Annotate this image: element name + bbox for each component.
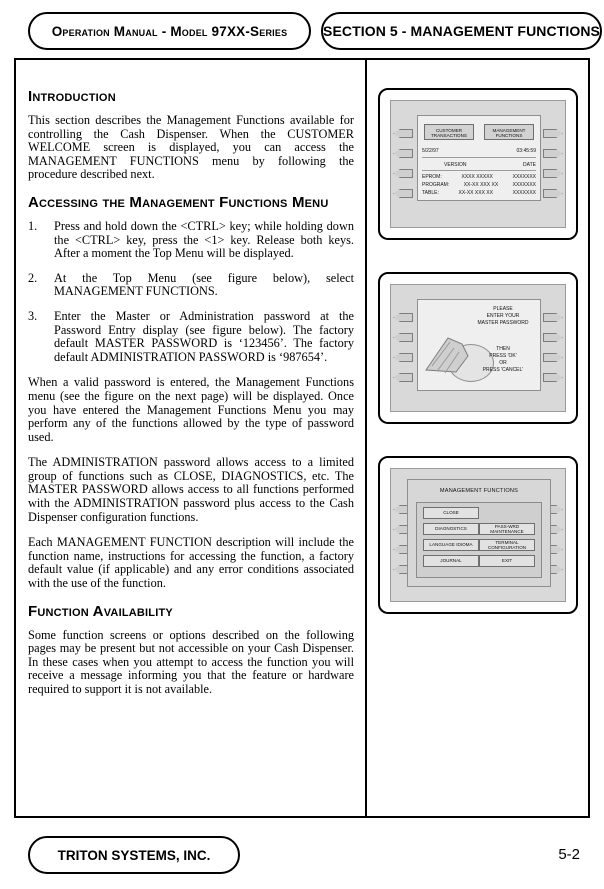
screen-date: 5/22/97 xyxy=(422,148,439,154)
atm-illustration xyxy=(390,284,566,412)
screen-row-label: TABLE: xyxy=(422,190,439,196)
page-number: 5-2 xyxy=(558,846,580,863)
atm-screen-password-entry xyxy=(417,299,541,391)
figure-column xyxy=(378,88,578,646)
function-key-left xyxy=(393,333,413,342)
screen-button-terminal-configuration[interactable]: TERMINAL CONFIGURATION xyxy=(479,539,535,551)
screen-line-then: THEN xyxy=(496,346,510,352)
step-text: Enter the Master or Administration password at the Password Entry display (see figure below). The factory default MASTER PASSWORD is ‘123456’. The factory default ADMINISTRATION PASSWORD is ‘987654’. xyxy=(54,308,354,364)
function-key-right xyxy=(543,353,563,362)
function-key-left xyxy=(393,189,413,198)
column-divider xyxy=(365,58,367,818)
section-title: SECTION 5 - MANAGEMENT FUNCTIONS xyxy=(323,23,600,39)
header-right-pill xyxy=(321,12,602,50)
screen-col-date: DATE xyxy=(523,162,536,168)
function-key-right xyxy=(543,129,563,138)
function-key-right xyxy=(543,149,563,158)
screen-col-version: VERSION xyxy=(444,162,467,168)
page-header xyxy=(14,12,600,52)
function-key-left xyxy=(393,353,413,362)
screen-row-date: XXXXXXX xyxy=(512,174,536,180)
function-key-right xyxy=(543,373,563,382)
paragraph-function-availability: Some function screens or options described on the following pages may be present but not accessible on your Cash Dispenser. In these cases when you attempt to access the function you will receive a message informing you that the feature or hardware required to support it is not available. xyxy=(28,627,354,696)
screen-button-password-maintenance[interactable]: PASS-WRD MAINTENANCE xyxy=(479,523,535,535)
paragraph-administration-password: The ADMINISTRATION password allows access to a limited group of functions such as CLOSE, DIAGNOSTICS, etc. The MASTER PASSWORD allows access to all functions performed with the ADMINISTRATION password plus access to the Cash Dispenser configuration functions. xyxy=(28,455,354,524)
screen-line-press-ok: PRESS 'OK' xyxy=(489,353,517,359)
figure-management-functions-menu xyxy=(378,456,578,614)
procedure-steps xyxy=(28,220,354,364)
company-name: TRITON SYSTEMS, INC. xyxy=(57,847,211,863)
screen-time: 03:45:59 xyxy=(516,148,536,154)
screen-rule xyxy=(422,157,536,158)
screen-button-diagnostics[interactable]: DIAGNOSTICS xyxy=(423,523,479,535)
function-key-right xyxy=(543,313,563,322)
screen-row-label: EPROM: xyxy=(422,174,442,180)
screen-row-label: PROGRAM: xyxy=(422,182,450,188)
atm-screen-management-menu xyxy=(407,479,551,587)
screen-line-enter-your: ENTER YOUR xyxy=(486,313,520,319)
function-key-left xyxy=(393,129,413,138)
list-item xyxy=(28,310,354,364)
screen-row-version: XXXX XXXXX xyxy=(461,174,493,180)
screen-row-version: XX-XX XXX XX xyxy=(458,190,493,196)
atm-screen-top-menu xyxy=(417,115,541,201)
screen-line-press-cancel: PRESS 'CANCEL' xyxy=(482,367,524,373)
figure-top-menu xyxy=(378,88,578,240)
screen-row-date: XXXXXXX xyxy=(512,182,536,188)
function-key-left xyxy=(393,373,413,382)
list-item xyxy=(28,220,354,261)
screen-line-master-password: MASTER PASSWORD xyxy=(477,320,529,326)
screen-line-or: OR xyxy=(499,360,507,366)
screen-row-version: XX-XX XXX XX xyxy=(463,182,499,188)
screen-button-exit[interactable]: EXIT xyxy=(479,555,535,567)
step-text: Press and hold down the <CTRL> key; while holding down the <CTRL> key, press the <1> key. Release both keys. After a moment the Top Menu will be displayed. xyxy=(54,218,354,261)
header-left-pill xyxy=(28,12,311,50)
screen-button-journal[interactable]: JOURNAL xyxy=(423,555,479,567)
function-key-right xyxy=(543,169,563,178)
screen-button-language[interactable]: LANGUAGE IDIOMA xyxy=(423,539,479,551)
paragraph-valid-password: When a valid password is entered, the Management Functions menu (see the figure on the next page) will be displayed. Once you have entered the Management Functions Menu you may perform any of the functions allowed by the type of password used. xyxy=(28,375,354,444)
screen-button-close[interactable]: CLOSE xyxy=(423,507,479,519)
heading-accessing-menu: Accessing the Management Functions Menu xyxy=(28,193,329,211)
screen-line-please: PLEASE xyxy=(493,306,513,312)
list-item xyxy=(28,272,354,299)
heading-introduction: Introduction xyxy=(28,88,116,105)
paragraph-introduction: This section describes the Management Functions available for controlling the Cash Dispenser. When the CUSTOMER WELCOME screen is displayed, you can access the MANAGEMENT FUNCTIONS menu by following the procedure described next. xyxy=(28,113,354,182)
function-key-right xyxy=(543,333,563,342)
paragraph-function-description: Each MANAGEMENT FUNCTION description will include the function name, instructions for accessing the function, a factory default value (if applicable) and any error conditions associated with the use of the function. xyxy=(28,535,354,591)
footer-company-pill xyxy=(28,836,240,874)
step-number: 1. xyxy=(28,218,38,233)
screen-title: MANAGEMENT FUNCTIONS xyxy=(439,488,519,494)
screen-button-management-functions[interactable]: MANAGEMENT FUNCTIONS xyxy=(484,124,534,140)
screen-row-date: XXXXXXX xyxy=(512,190,536,196)
atm-illustration xyxy=(390,468,566,602)
screen-rule xyxy=(422,170,536,171)
function-key-left xyxy=(393,149,413,158)
atm-illustration xyxy=(390,100,566,228)
step-text: At the Top Menu (see figure below), select MANAGEMENT FUNCTIONS. xyxy=(54,270,354,299)
screen-button-panel xyxy=(416,502,542,578)
function-key-left xyxy=(393,169,413,178)
heading-function-availability: Function Availability xyxy=(28,602,173,620)
function-key-left xyxy=(393,313,413,322)
step-number: 3. xyxy=(28,308,38,323)
manual-title: Operation Manual - Model 97XX-Series xyxy=(51,23,288,39)
text-column xyxy=(28,88,354,709)
figure-password-entry xyxy=(378,272,578,424)
step-number: 2. xyxy=(28,270,38,285)
screen-button-customer-transactions[interactable]: CUSTOMER TRANSACTIONS xyxy=(424,124,474,140)
function-key-right xyxy=(543,189,563,198)
